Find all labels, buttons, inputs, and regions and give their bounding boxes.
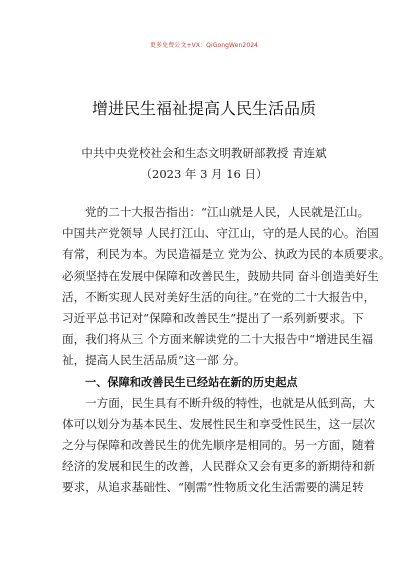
author-line: 中共中央党校社会和生态文明教研部教授 青连斌: [81, 146, 327, 160]
body-line: 面，我们将从三 个方面来解读党的二十大报告中“增进民生福: [62, 332, 374, 347]
body-line: 体可以划分为基本民生、发展性民生和享受性民生，这一层次: [62, 416, 376, 431]
body-line: 必须坚持在发展中保障和改善民生，鼓励共同 奋斗创造美好生: [62, 268, 379, 283]
body-line: 之分与保障和改善民生的优先顺序是相同的。另一方面，随着: [62, 438, 376, 453]
body-line: 中国共产党领导 人民打江山、守江山，守的是人民的心。治国: [62, 226, 379, 241]
body-line: 经济的发展和民生的改善，人民群众又会有更多的新期待和新: [62, 459, 376, 474]
section-heading: 一、保障和改善民生已经站在新的历史起点: [85, 375, 298, 389]
body-line: 党的二十大报告指出：“江山就是人民，人民就是江山。: [85, 205, 370, 219]
body-line: 一方面，民生具有不断升级的特性，也就是从低到高，大: [85, 395, 375, 410]
date-line: （2023 年 3 月 16 日）: [140, 167, 268, 181]
body-line: 习近平总书记对“保障和改善民生”提出了一系列新要求。下: [62, 310, 364, 325]
body-line: 要求，从追求基础性、“刚需”性物质文化生活需要的满足转: [62, 480, 364, 495]
watermark-text: 更多免费公文+VX：QiGongWen2024: [149, 42, 259, 49]
body-line: 活，不断实现人民对美好生活的向往。”在党的二十大报告中，: [62, 289, 376, 304]
document-title: 增进民生福祉提高人民生活品质: [91, 99, 316, 118]
body-line: 祉，提高人民生活品质”这一部 分。: [62, 353, 246, 368]
body-text: [62, 202, 391, 499]
body-line: 有常，利民为本。为民造福是立 党为公、执政为民的本质要求。: [62, 247, 391, 262]
